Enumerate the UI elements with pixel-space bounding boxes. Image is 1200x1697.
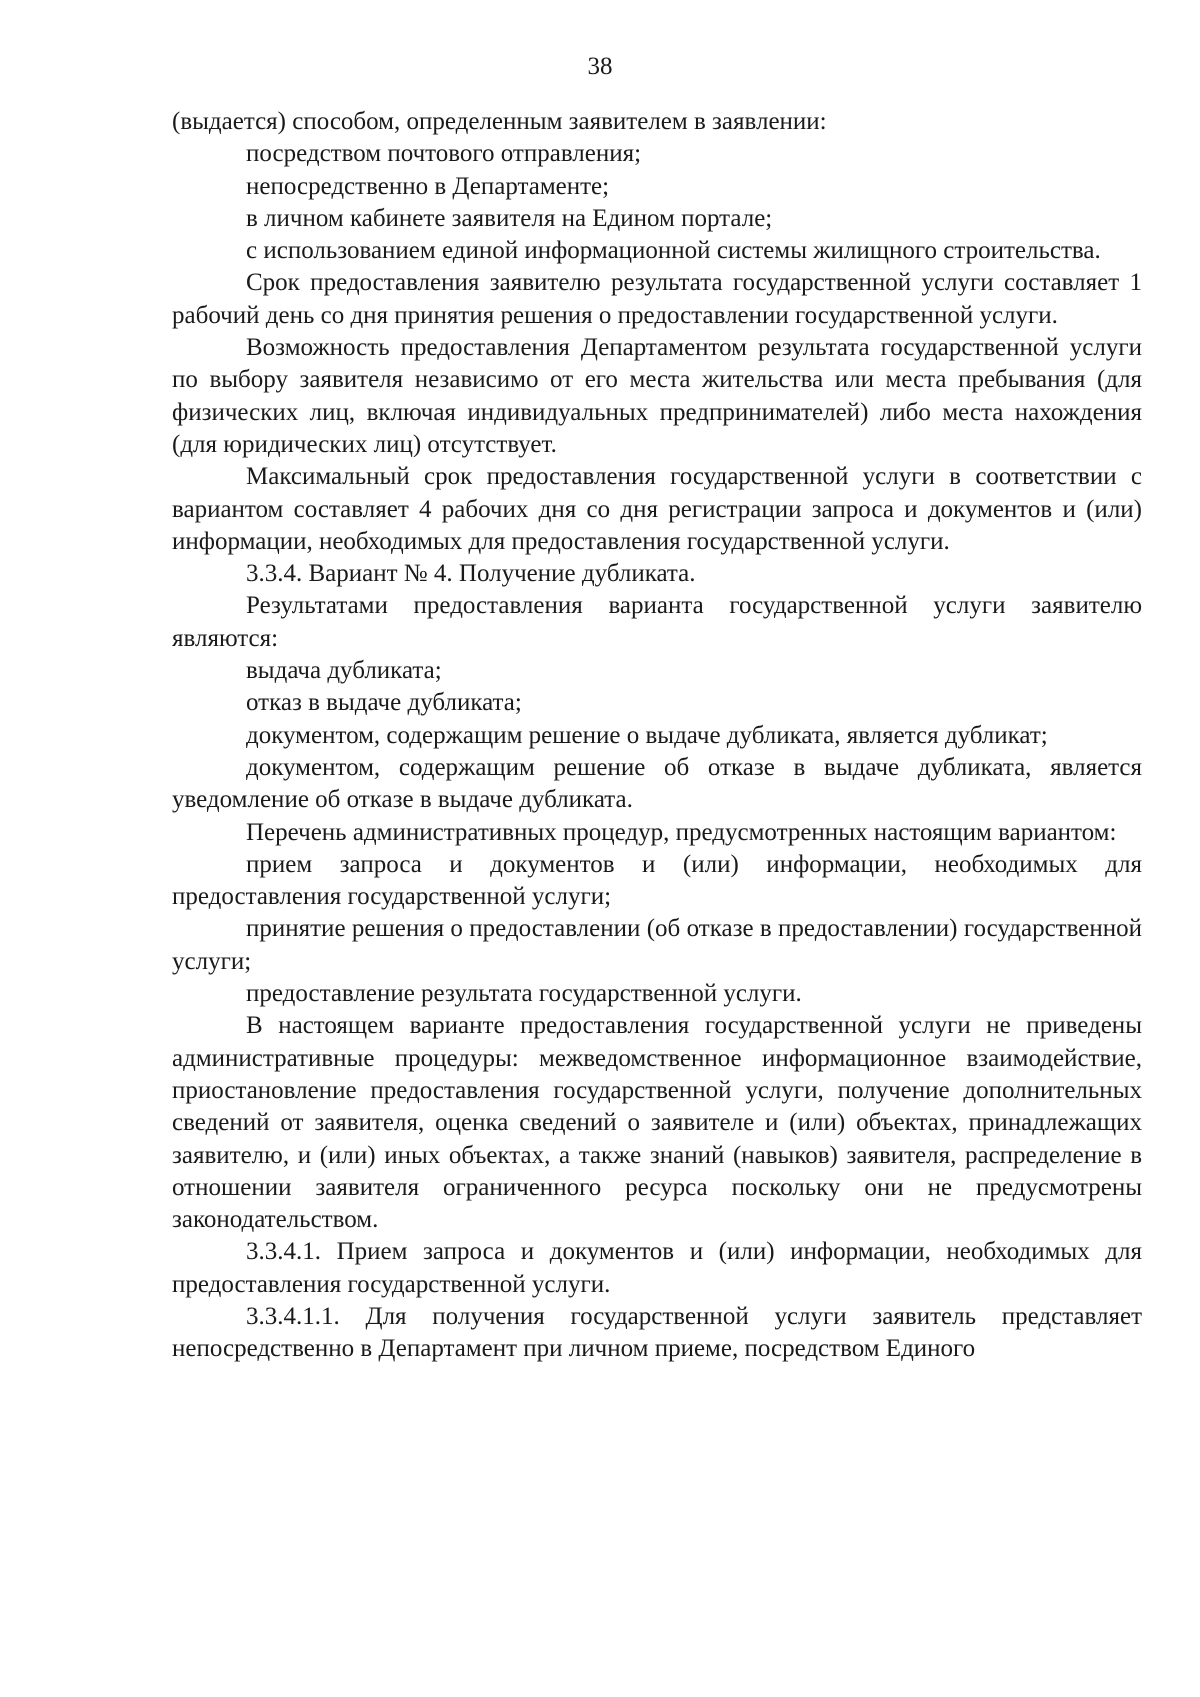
paragraph: непосредственно в Департаменте; <box>246 172 610 200</box>
section-heading: 3.3.4. Вариант № 4. Получение дубликата. <box>246 560 696 588</box>
paragraph: с использованием единой информационной системы жилищного строительства. <box>246 237 1101 265</box>
paragraph: Результатами предоставления варианта государственной услуги заявителю являются: <box>172 592 1142 652</box>
paragraph: прием запроса и документов и (или) информации, необходимых для предоставления государственной услуги; <box>172 850 1142 911</box>
paragraph: Возможность предоставления Департаментом результата государственной услуги по выбору заявителя независимо от его места жительства или места пребывания (для физических лиц, включая индивидуальных предпринимателей) либо места нахождения (для юридических лиц) отсутствует. <box>172 334 1142 458</box>
paragraph: документом, содержащим решение об отказе в выдаче дубликата, является уведомление об отказе в выдаче дубликата. <box>172 753 1142 814</box>
paragraph: В настоящем варианте предоставления государственной услуги не приведены административные процедуры: межведомственное информационное взаимодействие, приостановление предоставления государственной услуги, получение дополнительных сведений от заявителя, оценка сведений о заявителе и (или) объектах, принадлежащих заявителю, и (или) иных объектах, а также знаний (навыков) заявителя, распределение в отношении заявителя ограниченного ресурса поскольку они не предусмотрены законодательством. <box>172 1012 1142 1234</box>
paragraph: посредством почтового отправления; <box>246 140 642 168</box>
paragraph: Максимальный срок предоставления государственной услуги в соответствии с вариантом составляет 4 рабочих дня со дня регистрации запроса и документов и (или) информации, необходимых для предоставления государственной услуги. <box>172 463 1142 555</box>
paragraph: (выдается) способом, определенным заявителем в заявлении: <box>172 108 827 135</box>
paragraph: 3.3.4.1.1. Для получения государственной услуги заявитель представляет непосредственно в Департамент при личном приеме, посредством Единого <box>172 1302 1142 1363</box>
paragraph: отказ в выдаче дубликата; <box>246 689 522 717</box>
page-number: 38 <box>587 53 613 80</box>
paragraph: предоставление результата государственной услуги. <box>246 980 802 1008</box>
document-body <box>172 106 1142 1366</box>
paragraph: Срок предоставления заявителю результата государственной услуги составляет 1 рабочий день со дня принятия решения о предоставлении государственной услуги. <box>172 269 1142 329</box>
paragraph: документом, содержащим решение о выдаче дубликата, является дубликат; <box>246 721 1048 749</box>
paragraph: в личном кабинете заявителя на Едином портале; <box>246 204 773 232</box>
paragraph: выдача дубликата; <box>246 657 442 685</box>
paragraph: Перечень административных процедур, предусмотренных настоящим вариантом: <box>246 818 1117 846</box>
paragraph: принятие решения о предоставлении (об отказе в предоставлении) государственной услуги; <box>172 915 1142 975</box>
section-heading: 3.3.4.1. Прием запроса и документов и (или) информации, необходимых для предоставления государственной услуги. <box>172 1238 1142 1298</box>
